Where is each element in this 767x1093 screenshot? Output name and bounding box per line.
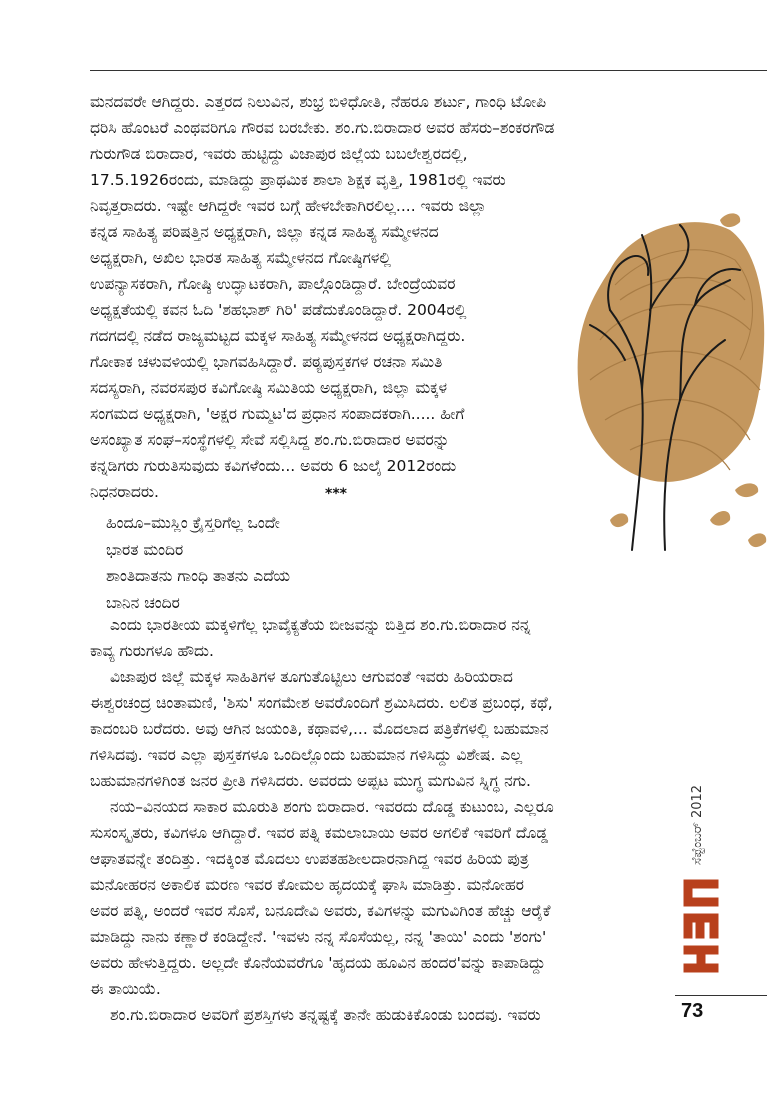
text-line: ನಿಧನರಾದರು.	[90, 483, 159, 501]
text-line: 17.5.1926ರಂದು, ಮಾಡಿದ್ದು ಪ್ರಾಥಮಿಕ ಶಾಲಾ ಶಿಕ್ಷಕ ವೃತ್ತಿ, 1981ರಲ್ಲಿ ಇವರು	[90, 171, 506, 189]
magazine-logo	[678, 872, 724, 984]
text-line: ಗೋಕಾಕ ಚಳುವಳಿಯಲ್ಲಿ ಭಾಗವಹಿಸಿದ್ದಾರೆ. ಪಠ್ಯಪುಸ್ತಕಗಳ ರಚನಾ ಸಮಿತಿ	[90, 353, 443, 371]
article-paragraph-1	[90, 89, 554, 505]
article-paragraph-5	[90, 1002, 541, 1028]
text-line: ಉಪನ್ಯಾಸಕರಾಗಿ, ಗೋಷ್ಠಿ ಉದ್ಘಾಟಕರಾಗಿ, ಪಾಲ್ಗೊಂಡಿದ್ದಾರೆ. ಬೇಂದ್ರೆಯವರ	[90, 275, 456, 293]
issue-date: ಸೆಪ್ಟೆಂಬರ್ 2012	[690, 784, 705, 865]
text-line: ಕಾವ್ಯ ಗುರುಗಳೂ ಹೌದು.	[90, 642, 214, 660]
header-rule	[90, 70, 767, 71]
text-line: ಬಹುಮಾನಗಳಿಗಿಂತ ಜನರ ಪ್ರೀತಿ ಗಳಿಸಿದರು. ಅವರದು ಅಪ್ಪಟ ಮುಗ್ಧ ಮಗುವಿನ ಸ್ನಿಗ್ಧ ನಗು.	[90, 772, 531, 790]
text-line: ಗಳಿಸಿದವು. ಇವರ ಎಲ್ಲಾ ಪುಸ್ತಕಗಳೂ ಒಂದಿಲ್ಲೊಂದು ಬಹುಮಾನ ಗಳಿಸಿದ್ದು ವಿಶೇಷ. ಎಲ್ಲ	[90, 746, 523, 764]
text-line: ಗದಗದಲ್ಲಿ ನಡೆದ ರಾಜ್ಯಮಟ್ಟದ ಮಕ್ಕಳ ಸಾಹಿತ್ಯ ಸಮ್ಮೇಳನದ ಅಧ್ಯಕ್ಷರಾಗಿದ್ದರು.	[90, 327, 466, 345]
text-line: ಎಂದು ಭಾರತೀಯ ಮಕ್ಕಳಿಗೆಲ್ಲ ಭಾವೈಕ್ಯತೆಯ ಬೀಜವನ್ನು ಬಿತ್ತಿದ ಶಂ.ಗು.ಬಿರಾದಾರ ನನ್ನ	[110, 616, 531, 634]
text-line: ಧರಿಸಿ ಹೊಂಟರೆ ಎಂಥವರಿಗೂ ಗೌರವ ಬರಬೇಕು. ಶಂ.ಗು.ಬಿರಾದಾರ ಅವರ ಹೆಸರು–ಶಂಕರಗೌಡ	[90, 119, 555, 137]
text-line: ಗುರುಗೌಡ ಬಿರಾದಾರ, ಇವರು ಹುಟ್ಟಿದ್ದು ವಿಜಾಪುರ ಜಿಲ್ಲೆಯ ಬಬಲೇಶ್ವರದಲ್ಲಿ,	[90, 145, 468, 163]
article-paragraph-4	[90, 794, 554, 1002]
text-line: ಅಸಂಖ್ಯಾತ ಸಂಘ–ಸಂಸ್ಥೆಗಳಲ್ಲಿ ಸೇವೆ ಸಲ್ಲಿಸಿದ್ದ ಶಂ.ಗು.ಬಿರಾದಾರ ಅವರನ್ನು	[90, 431, 450, 449]
article-paragraph-3	[90, 664, 553, 794]
text-line: ಶಂ.ಗು.ಬಿರಾದಾರ ಅವರಿಗೆ ಪ್ರಶಸ್ತಿಗಳು ತನ್ನಷ್ಟಕ್ಕೆ ತಾನೇ ಹುಡುಕಿಕೊಂಡು ಬಂದವು. ಇವರು	[110, 1006, 541, 1024]
text-line: ಸದಸ್ಯರಾಗಿ, ನವರಸಪುರ ಕವಿಗೋಷ್ಠಿ ಸಮಿತಿಯ ಅಧ್ಯಕ್ಷರಾಗಿ, ಜಿಲ್ಲಾ ಮಕ್ಕಳ	[90, 379, 448, 397]
poem-line: ಭಾರತ ಮಂದಿರ	[106, 540, 184, 559]
text-line: ಅಧ್ಯಕ್ಷರಾಗಿ, ಅಖಿಲ ಭಾರತ ಸಾಹಿತ್ಯ ಸಮ್ಮೇಳನದ ಗೋಷ್ಠಿಗಳಲ್ಲಿ	[90, 249, 391, 267]
text-line: ಸಂಗಮದ ಅಧ್ಯಕ್ಷರಾಗಿ, 'ಅಕ್ಷರ ಗುಮ್ಮಟ'ದ ಪ್ರಧಾನ ಸಂಪಾದಕರಾಗಿ..... ಹೀಗೆ	[90, 405, 465, 423]
text-line: ಕನ್ನಡ ಸಾಹಿತ್ಯ ಪರಿಷತ್ತಿನ ಅಧ್ಯಕ್ಷರಾಗಿ, ಜಿಲ್ಲಾ ಕನ್ನಡ ಸಾಹಿತ್ಯ ಸಮ್ಮೇಳನದ	[90, 223, 439, 241]
text-line: ನಿವೃತ್ತರಾದರು. ಇಷ್ಟೇ ಆಗಿದ್ದರೇ ಇವರ ಬಗ್ಗೆ ಹೇಳಬೇಕಾಗಿರಲಿಲ್ಲ.... ಇವರು ಜಿಲ್ಲಾ	[90, 197, 487, 215]
text-line: ಅವರು ಹೇಳುತ್ತಿದ್ದರು. ಅಲ್ಲದೇ ಕೊನೆಯವರೆಗೂ 'ಹೃದಯ ಹೂವಿನ ಹಂದರ'ವನ್ನು ಕಾಪಾಡಿದ್ದು	[90, 954, 546, 972]
tree-illustration	[570, 190, 767, 570]
section-separator: ***	[325, 486, 347, 502]
poem-line: ಬಾನಿನ ಚಂದಿರ	[106, 593, 180, 612]
footer-rule	[675, 995, 767, 996]
text-line: ಕನ್ನಡಿಗರು ಗುರುತಿಸುವುದು ಕವಿಗಳೆಂದು... ಅವರು 6 ಜುಲೈ 2012ರಂದು	[90, 457, 457, 475]
text-line: ಅವರ ಪತ್ನಿ, ಅಂದರೆ ಇವರ ಸೊಸೆ, ಬನೂದೇವಿ ಅವರು, ಕವಿಗಳನ್ನು ಮಗುವಿಗಿಂತ ಹೆಚ್ಚು ಆರೈಕೆ	[90, 902, 551, 920]
page-number: 73	[681, 1000, 704, 1022]
text-line: ಅಧ್ಯಕ್ಷತೆಯಲ್ಲಿ ಕವನ ಓದಿ 'ಶಹಭಾಶ್ ಗಿರಿ' ಪಡೆದುಕೊಂಡಿದ್ದಾರೆ. 2004ರಲ್ಲಿ	[90, 301, 467, 319]
text-line: ನಯ–ವಿನಯದ ಸಾಕಾರ ಮೂರುತಿ ಶಂಗು ಬಿರಾದಾರ. ಇವರದು ದೊಡ್ಡ ಕುಟುಂಬ, ಎಲ್ಲರೂ	[110, 798, 554, 816]
poem-stanza	[106, 510, 290, 616]
article-paragraph-2	[90, 612, 531, 664]
text-line: ಈ ತಾಯಿಯೆ.	[90, 980, 161, 998]
text-line: ಸುಸಂಸ್ಕೃತರು, ಕವಿಗಳೂ ಆಗಿದ್ದಾರೆ. ಇವರ ಪತ್ನಿ ಕಮಲಾಬಾಯಿ ಅವರ ಅಗಲಿಕೆ ಇವರಿಗೆ ದೊಡ್ಡ	[90, 824, 549, 842]
poem-line: ಹಿಂದೂ–ಮುಸ್ಲಿಂ ಕ್ರೈಸ್ತರಿಗೆಲ್ಲ ಒಂದೇ	[106, 514, 280, 532]
poem-line: ಶಾಂತಿದಾತನು ಗಾಂಧಿ ತಾತನು ಎದೆಯ	[106, 567, 290, 585]
text-line: ಆಘಾತವನ್ನೇ ತಂದಿತ್ತು. ಇದಕ್ಕಿಂತ ಮೊದಲು ಉಪತಹಶೀಲದಾರನಾಗಿದ್ದ ಇವರ ಹಿರಿಯ ಪುತ್ರ	[90, 850, 529, 868]
text-line: ಈಶ್ವರಚಂದ್ರ ಚಿಂತಾಮಣಿ, 'ಶಿಸು' ಸಂಗಮೇಶ ಅವರೊಂದಿಗೆ ಶ್ರಮಿಸಿದರು. ಲಲಿತ ಪ್ರಬಂಧ, ಕಥೆ,	[90, 694, 553, 712]
text-line: ಮಾಡಿದ್ದು ನಾನು ಕಣ್ಣಾರೆ ಕಂಡಿದ್ದೇನೆ. 'ಇವಳು ನನ್ನ ಸೊಸೆಯಲ್ಲ, ನನ್ನ 'ತಾಯಿ' ಎಂದು 'ಶಂಗು'	[90, 928, 547, 946]
text-line: ಮನೋಹರನ ಅಕಾಲಿಕ ಮರಣ ಇವರ ಕೋಮಲ ಹೃದಯಕ್ಕೆ ಘಾಸಿ ಮಾಡಿತ್ತು. ಮನೋಹರ	[90, 876, 524, 894]
text-line: ವಿಜಾಪುರ ಜಿಲ್ಲೆ ಮಕ್ಕಳ ಸಾಹಿತಿಗಳ ತೂಗುತೊಟ್ಟಿಲು ಆಗುವಂತೆ ಇವರು ಹಿರಿಯರಾದ	[110, 668, 513, 686]
text-line: ಮನದವರೇ ಆಗಿದ್ದರು. ಎತ್ತರದ ನಿಲುವಿನ, ಶುಭ್ರ ಬಿಳಿಧೋತಿ, ನೆಹರೂ ಶರ್ಟು, ಗಾಂಧಿ ಟೋಪಿ	[90, 93, 547, 111]
text-line: ಕಾದಂಬರಿ ಬರೆದರು. ಅವು ಆಗಿನ ಜಯಂತಿ, ಕಥಾವಳಿ,... ಮೊದಲಾದ ಪತ್ರಿಕೆಗಳಲ್ಲಿ ಬಹುಮಾನ	[90, 720, 549, 738]
